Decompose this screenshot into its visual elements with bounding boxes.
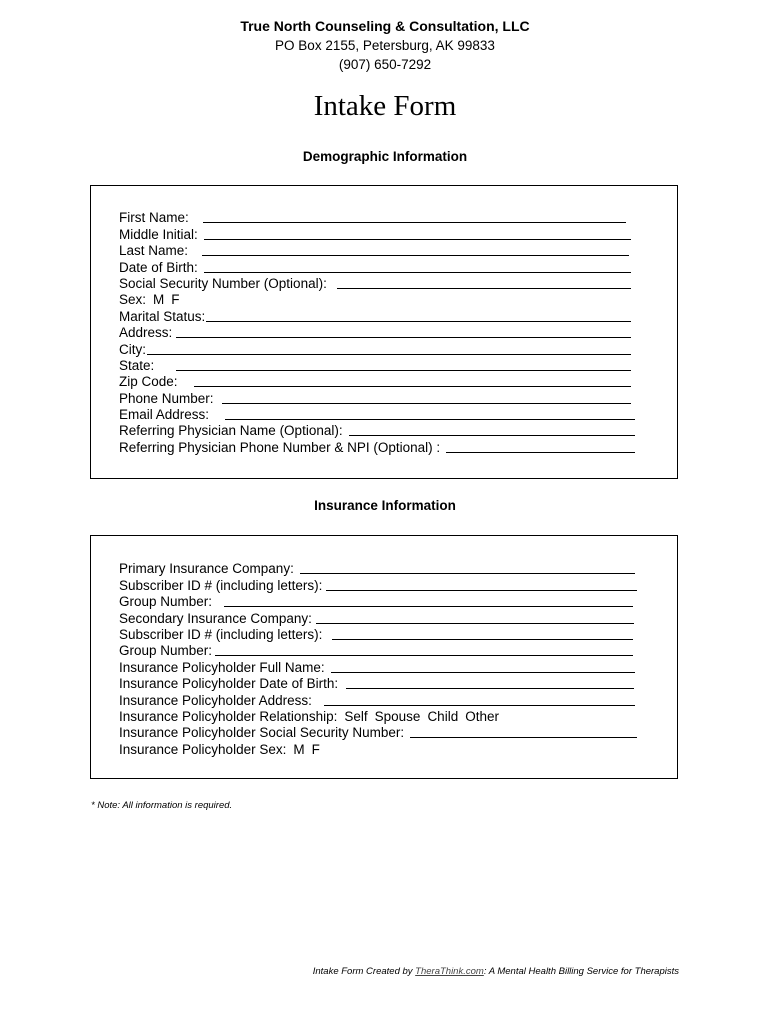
ssn-field[interactable]	[119, 276, 631, 292]
company-name: True North Counseling & Consultation, LLC	[240, 18, 530, 34]
first-name-line[interactable]	[203, 222, 626, 223]
ssn-line[interactable]	[337, 288, 631, 289]
holder-name-line[interactable]	[331, 672, 635, 673]
relationship-option-other[interactable]: Other	[465, 708, 499, 724]
group-number-1-field[interactable]	[119, 594, 631, 610]
dob-label: Date of Birth:	[119, 259, 198, 275]
phone-field[interactable]	[119, 390, 631, 406]
dob-line[interactable]	[204, 272, 631, 273]
state-field[interactable]	[119, 358, 631, 374]
footer-link[interactable]: TheraThink.com	[415, 966, 484, 977]
footer-credit	[313, 966, 679, 977]
zip-field[interactable]	[119, 374, 631, 390]
subscriber-id-1-label: Subscriber ID # (including letters):	[119, 577, 323, 593]
holder-relationship-field[interactable]	[119, 709, 631, 725]
holder-relationship-label: Insurance Policyholder Relationship:	[119, 708, 338, 724]
state-line[interactable]	[176, 370, 631, 371]
ref-physician-name-field[interactable]	[119, 423, 631, 439]
subscriber-id-2-field[interactable]	[119, 627, 631, 643]
subscriber-id-1-line[interactable]	[326, 590, 637, 591]
primary-insurance-field[interactable]	[119, 561, 631, 577]
secondary-insurance-label: Secondary Insurance Company:	[119, 610, 312, 626]
marital-status-label: Marital Status:	[119, 308, 206, 324]
subscriber-id-1-field[interactable]	[119, 577, 631, 593]
primary-insurance-line[interactable]	[300, 573, 635, 574]
footer-suffix: : A Mental Health Billing Service for Therapists	[483, 966, 679, 977]
group-number-2-label: Group Number:	[119, 643, 213, 659]
address-label: Address:	[119, 325, 173, 341]
state-label: State:	[119, 357, 155, 373]
holder-ssn-field[interactable]	[119, 725, 631, 741]
secondary-insurance-field[interactable]	[119, 610, 631, 626]
holder-dob-label: Insurance Policyholder Date of Birth:	[119, 676, 339, 692]
ref-physician-name-label: Referring Physician Name (Optional):	[119, 423, 343, 439]
company-phone: (907) 650-7292	[338, 57, 432, 72]
last-name-label: Last Name:	[119, 243, 189, 259]
holder-address-label: Insurance Policyholder Address:	[119, 692, 312, 708]
group-number-2-field[interactable]	[119, 643, 631, 659]
address-line[interactable]	[176, 337, 631, 338]
required-note: * Note: All information is required.	[91, 800, 233, 811]
marital-status-field[interactable]	[119, 308, 631, 324]
group-number-1-line[interactable]	[224, 606, 633, 607]
holder-sex-option-f[interactable]: F	[311, 741, 320, 757]
secondary-insurance-line[interactable]	[316, 623, 634, 624]
insurance-heading: Insurance Information	[314, 498, 456, 513]
holder-address-line[interactable]	[324, 705, 635, 706]
address-field[interactable]	[119, 325, 631, 341]
city-label: City:	[119, 341, 146, 357]
company-address: PO Box 2155, Petersburg, AK 99833	[275, 38, 495, 53]
middle-initial-line[interactable]	[204, 239, 631, 240]
relationship-option-child[interactable]: Child	[427, 708, 459, 724]
last-name-line[interactable]	[202, 255, 629, 256]
email-label: Email Address:	[119, 407, 210, 423]
page-title: Intake Form	[313, 90, 457, 122]
insurance-section	[90, 535, 678, 779]
first-name-field[interactable]	[119, 210, 631, 226]
first-name-label: First Name:	[119, 210, 189, 226]
ref-physician-phone-field[interactable]	[119, 439, 631, 455]
relationship-option-spouse[interactable]: Spouse	[374, 708, 421, 724]
demographic-section	[90, 185, 678, 479]
last-name-field[interactable]	[119, 243, 631, 259]
primary-insurance-label: Primary Insurance Company:	[119, 561, 294, 577]
sex-label: Sex:	[119, 292, 147, 308]
holder-sex-option-m[interactable]: M	[293, 741, 305, 757]
sex-option-f[interactable]: F	[171, 292, 180, 308]
footer-prefix: Intake Form Created by	[312, 966, 416, 977]
middle-initial-label: Middle Initial:	[119, 226, 198, 242]
phone-line[interactable]	[222, 403, 631, 404]
ssn-label: Social Security Number (Optional):	[119, 275, 327, 291]
holder-name-field[interactable]	[119, 659, 631, 675]
holder-address-field[interactable]	[119, 692, 631, 708]
holder-ssn-line[interactable]	[410, 737, 637, 738]
holder-dob-line[interactable]	[346, 688, 634, 689]
city-line[interactable]	[147, 354, 631, 355]
ref-physician-name-line[interactable]	[349, 435, 635, 436]
subscriber-id-2-label: Subscriber ID # (including letters):	[119, 626, 323, 642]
group-number-2-line[interactable]	[215, 655, 633, 656]
ref-physician-phone-line[interactable]	[446, 452, 635, 453]
demographic-heading: Demographic Information	[302, 149, 468, 164]
email-field[interactable]	[119, 407, 631, 423]
holder-name-label: Insurance Policyholder Full Name:	[119, 659, 325, 675]
zip-line[interactable]	[194, 386, 631, 387]
holder-sex-field[interactable]	[119, 741, 631, 757]
phone-label: Phone Number:	[119, 390, 214, 406]
middle-initial-field[interactable]	[119, 226, 631, 242]
holder-ssn-label: Insurance Policyholder Social Security Number:	[119, 725, 405, 741]
zip-label: Zip Code:	[119, 374, 178, 390]
city-field[interactable]	[119, 341, 631, 357]
holder-sex-label: Insurance Policyholder Sex:	[119, 741, 287, 757]
holder-dob-field[interactable]	[119, 676, 631, 692]
sex-field[interactable]	[119, 292, 631, 308]
marital-status-line[interactable]	[206, 321, 631, 322]
dob-field[interactable]	[119, 259, 631, 275]
subscriber-id-2-line[interactable]	[332, 639, 633, 640]
group-number-1-label: Group Number:	[119, 594, 213, 610]
relationship-option-self[interactable]: Self	[344, 708, 368, 724]
ref-physician-phone-label: Referring Physician Phone Number & NPI (Optional) :	[119, 439, 441, 455]
email-line[interactable]	[225, 419, 635, 420]
sex-option-m[interactable]: M	[153, 292, 165, 308]
